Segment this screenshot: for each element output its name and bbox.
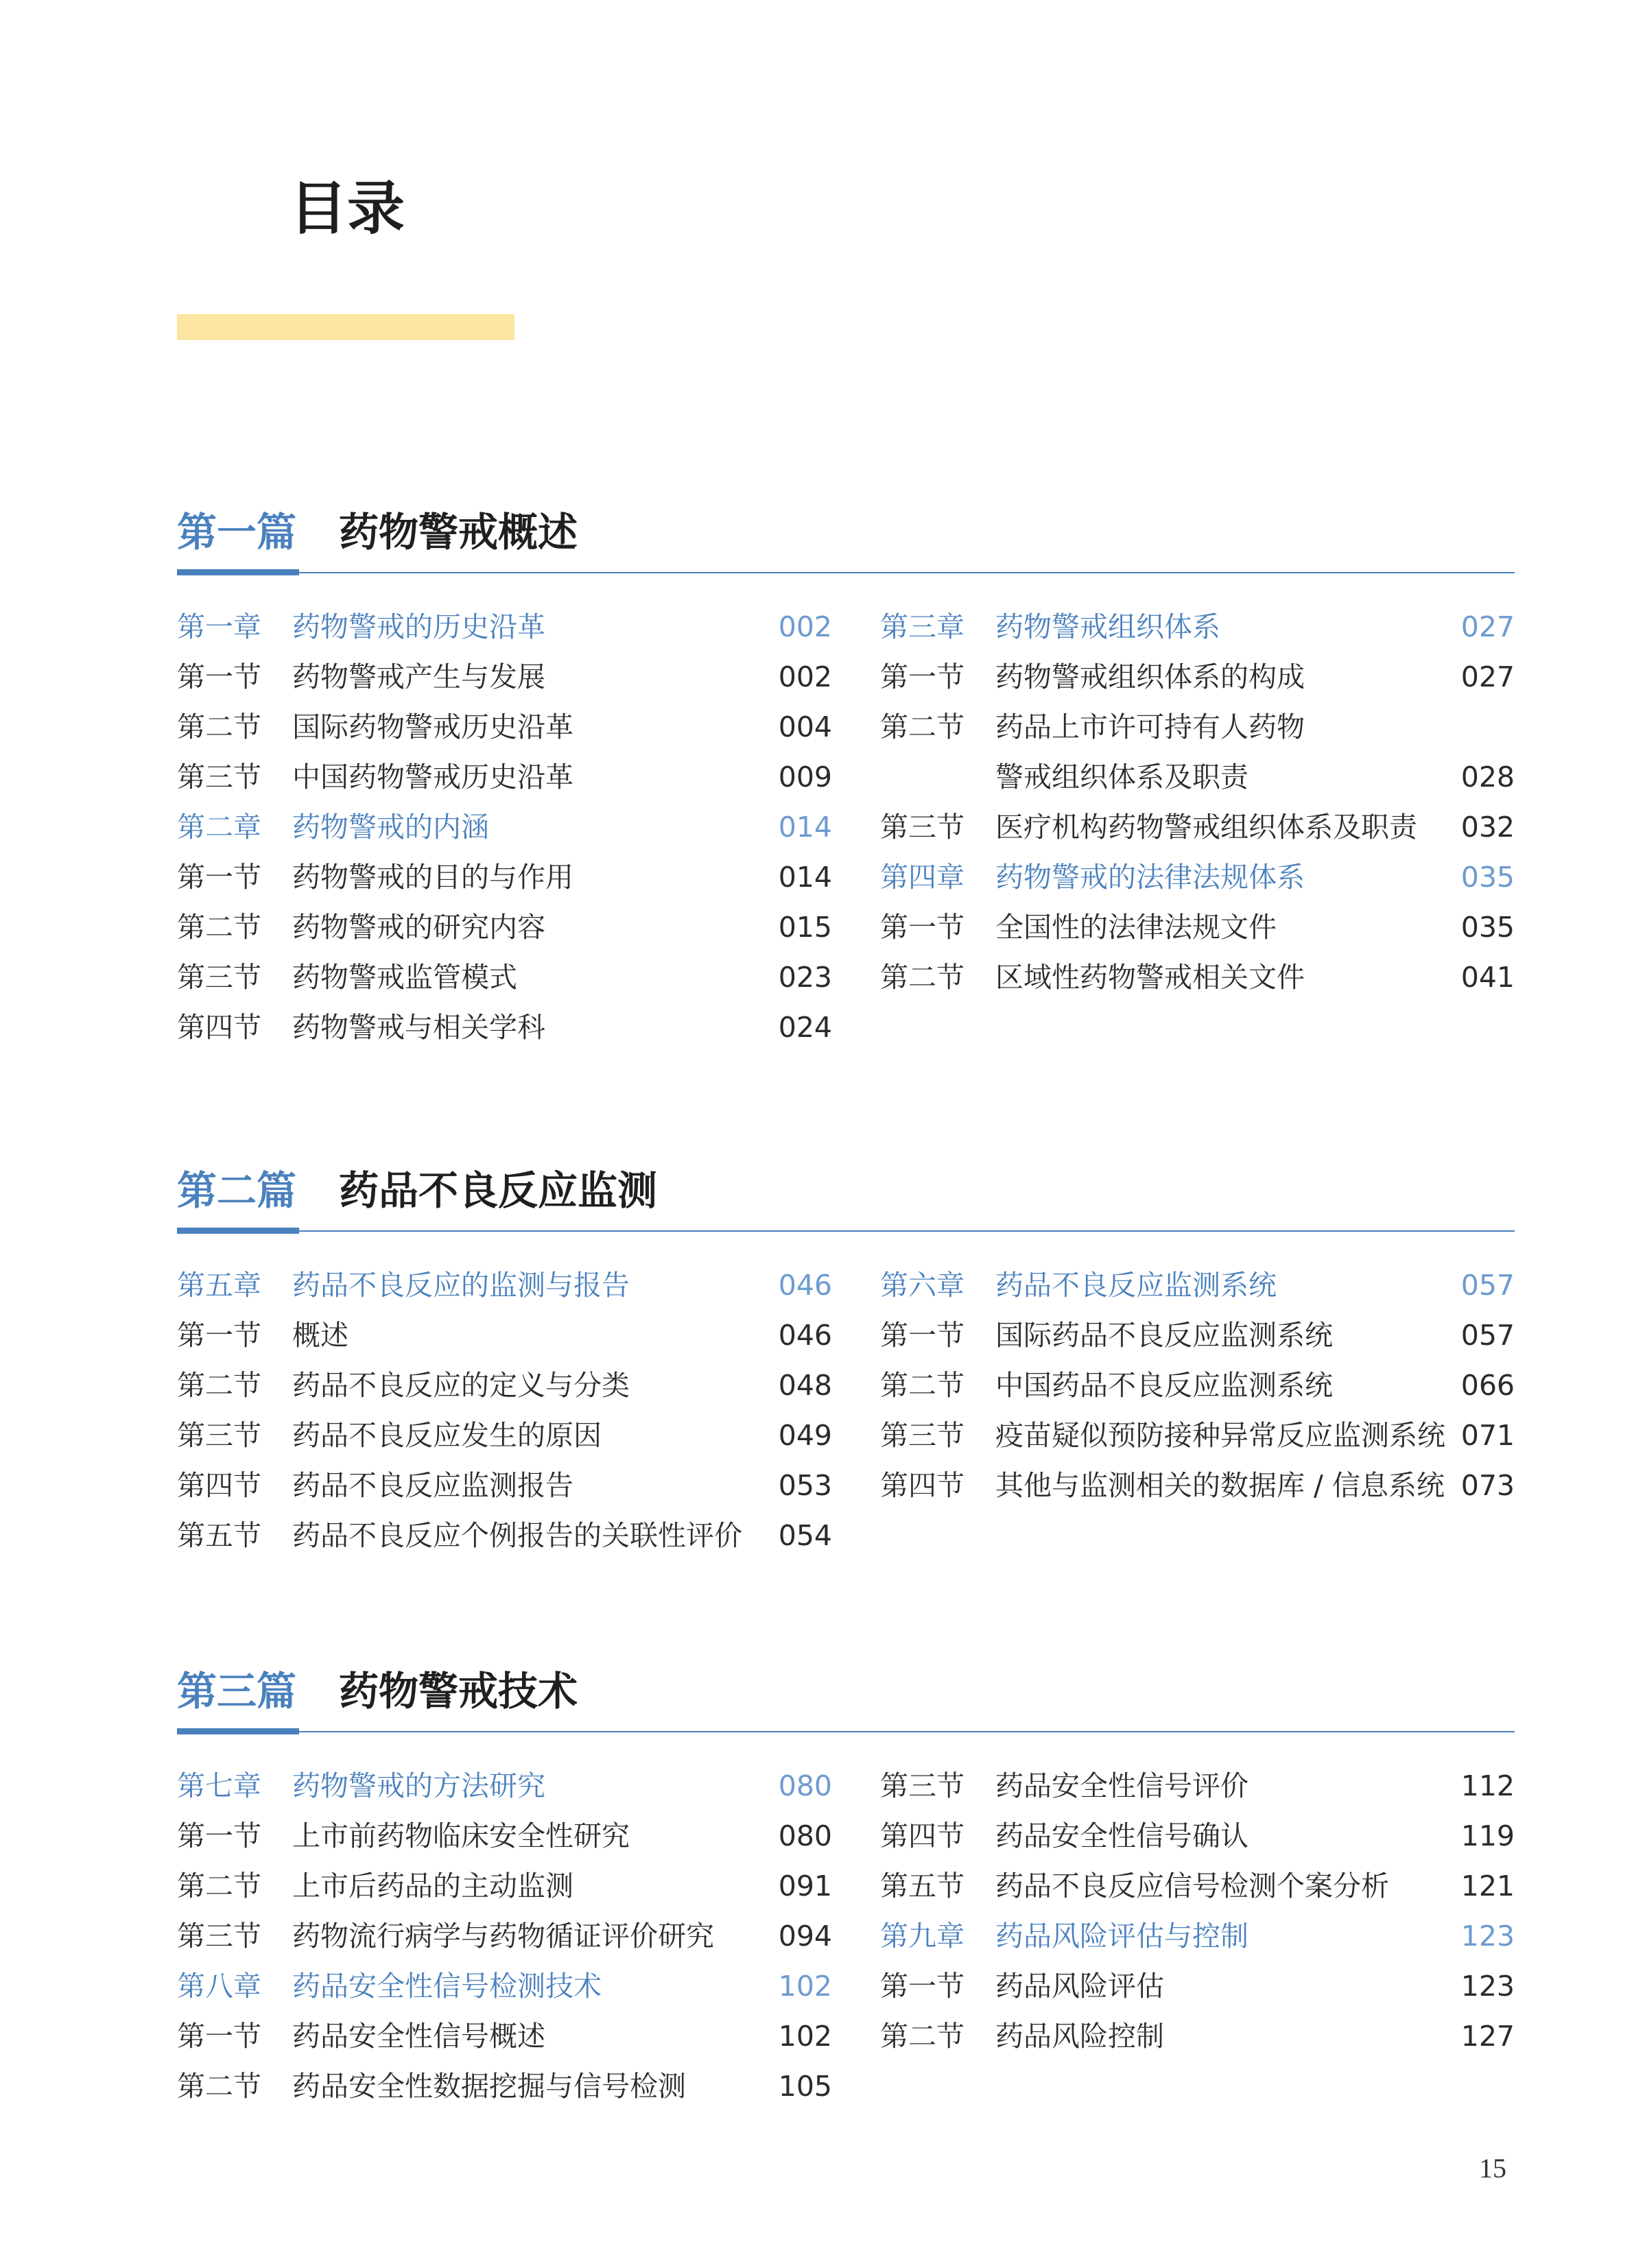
part-divider xyxy=(177,1731,1515,1732)
entry-page: 102 xyxy=(778,1970,832,2003)
entry-title: 药物警戒的方法研究 xyxy=(292,1769,545,1802)
toc-section-entry[interactable] xyxy=(880,1461,1515,1511)
toc-section-entry[interactable] xyxy=(880,752,1515,802)
part-divider-accent xyxy=(177,1228,299,1234)
entry-page: 004 xyxy=(778,711,832,743)
toc-section-entry[interactable] xyxy=(880,2012,1515,2062)
toc-section-entry[interactable] xyxy=(880,903,1515,953)
part-heading xyxy=(177,1166,1515,1239)
entry-title: 药物警戒的研究内容 xyxy=(292,911,545,944)
toc-section-entry[interactable] xyxy=(880,1411,1515,1461)
entry-title: 药品安全性数据挖掘与信号检测 xyxy=(292,2070,686,2103)
toc-section-entry[interactable] xyxy=(880,802,1515,852)
entry-page: 066 xyxy=(1460,1369,1515,1402)
entry-page: 105 xyxy=(778,2070,832,2103)
entry-page: 071 xyxy=(1460,1419,1515,1452)
entry-title: 药品风险控制 xyxy=(995,2020,1164,2053)
entry-label: 第九章 xyxy=(880,1920,964,1953)
toc-section-entry[interactable] xyxy=(177,903,832,953)
toc-column-left xyxy=(177,602,832,1053)
part-section xyxy=(177,1166,1515,1552)
toc-chapter-entry[interactable] xyxy=(177,1261,832,1311)
part-heading xyxy=(177,1667,1515,1739)
entry-label: 第二节 xyxy=(177,711,261,743)
toc-section-entry[interactable] xyxy=(177,2062,832,2112)
entry-title: 药品不良反应的定义与分类 xyxy=(292,1369,630,1402)
entry-page: 014 xyxy=(778,811,832,844)
entry-page: 057 xyxy=(1460,1269,1515,1302)
entry-title: 国际药品不良反应监测系统 xyxy=(995,1319,1333,1352)
entry-page: 015 xyxy=(778,911,832,944)
entry-title: 药品不良反应监测报告 xyxy=(292,1469,573,1502)
entry-page: 119 xyxy=(1460,1819,1515,1852)
entry-page: 080 xyxy=(778,1819,832,1852)
entry-title: 概述 xyxy=(292,1319,348,1352)
entry-page: 046 xyxy=(778,1319,832,1352)
toc-column-right xyxy=(880,1761,1515,2062)
entry-title: 药品安全性信号检测技术 xyxy=(292,1970,602,2003)
entry-page: 023 xyxy=(778,961,832,994)
entry-page: 032 xyxy=(1460,811,1515,844)
toc-column-right xyxy=(880,602,1515,1003)
entry-title: 药品安全性信号概述 xyxy=(292,2020,545,2053)
entry-page: 094 xyxy=(778,1920,832,1953)
entry-title: 药品不良反应信号检测个案分析 xyxy=(995,1870,1389,1902)
toc-section-entry[interactable] xyxy=(177,1911,832,1961)
entry-title: 疫苗疑似预防接种异常反应监测系统 xyxy=(995,1419,1445,1452)
entry-label: 第六章 xyxy=(880,1269,964,1302)
entry-title: 药品安全性信号确认 xyxy=(995,1819,1248,1852)
part-divider-accent xyxy=(177,569,299,575)
part-section xyxy=(177,508,1515,1044)
entry-title: 上市前药物临床安全性研究 xyxy=(292,1819,630,1852)
toc-section-entry[interactable] xyxy=(880,1311,1515,1361)
toc-chapter-entry[interactable] xyxy=(177,602,832,652)
toc-column-left xyxy=(177,1761,832,2112)
title-underline-bar xyxy=(177,314,514,340)
entry-title: 药物警戒的历史沿革 xyxy=(292,610,545,643)
entry-label: 第五节 xyxy=(880,1870,964,1902)
entry-title: 上市后药品的主动监测 xyxy=(292,1870,573,1902)
entry-label: 第一节 xyxy=(177,660,261,693)
part-divider xyxy=(177,572,1515,573)
entry-page: 041 xyxy=(1460,961,1515,994)
entry-page: 014 xyxy=(778,861,832,894)
entry-label: 第四节 xyxy=(880,1469,964,1502)
entry-label: 第五节 xyxy=(177,1519,261,1552)
entry-page: 035 xyxy=(1460,861,1515,894)
toc-section-entry[interactable] xyxy=(880,652,1515,702)
toc-chapter-entry[interactable] xyxy=(177,1761,832,1811)
entry-title: 药物警戒的法律法规体系 xyxy=(995,861,1305,894)
entry-title: 药品不良反应的监测与报告 xyxy=(292,1269,630,1302)
toc-section-entry[interactable] xyxy=(177,1511,832,1561)
entry-page: 046 xyxy=(778,1269,832,1302)
part-number: 第二篇 xyxy=(177,1167,297,1214)
entry-title: 药品风险评估 xyxy=(995,1970,1164,2003)
entry-page: 027 xyxy=(1460,610,1515,643)
entry-title: 药物警戒组织体系的构成 xyxy=(995,660,1305,693)
toc-chapter-entry[interactable] xyxy=(880,1911,1515,1961)
entry-title: 全国性的法律法规文件 xyxy=(995,911,1277,944)
toc-section-entry[interactable] xyxy=(177,702,832,752)
entry-page: 057 xyxy=(1460,1319,1515,1352)
entry-title: 警戒组织体系及职责 xyxy=(995,761,1248,793)
entry-title: 药物警戒的内涵 xyxy=(292,811,489,844)
part-title: 药物警戒技术 xyxy=(339,1668,578,1715)
toc-chapter-entry[interactable] xyxy=(880,852,1515,903)
entry-label: 第一节 xyxy=(880,660,964,693)
toc-section-entry[interactable] xyxy=(177,1811,832,1861)
entry-page: 028 xyxy=(1460,761,1515,793)
entry-title: 药品不良反应发生的原因 xyxy=(292,1419,602,1452)
entry-title: 药品不良反应个例报告的关联性评价 xyxy=(292,1519,742,1552)
toc-section-entry[interactable] xyxy=(177,1361,832,1411)
entry-label: 第三章 xyxy=(880,610,964,643)
toc-section-entry[interactable] xyxy=(177,1003,832,1053)
entry-label: 第一章 xyxy=(177,610,261,643)
toc-section-entry[interactable] xyxy=(177,1411,832,1461)
entry-label: 第一节 xyxy=(177,1819,261,1852)
part-title: 药品不良反应监测 xyxy=(339,1167,658,1214)
entry-page: 009 xyxy=(778,761,832,793)
entry-title: 药品上市许可持有人药物 xyxy=(995,711,1305,743)
toc-section-entry[interactable] xyxy=(880,1761,1515,1811)
toc-chapter-entry[interactable] xyxy=(177,1961,832,2012)
part-number: 第三篇 xyxy=(177,1668,297,1715)
entry-label: 第二节 xyxy=(177,2070,261,2103)
entry-label: 第一节 xyxy=(880,1319,964,1352)
entry-label: 第七章 xyxy=(177,1769,261,1802)
entry-label: 第三节 xyxy=(177,761,261,793)
toc-section-entry[interactable] xyxy=(177,1861,832,1911)
toc-column-left xyxy=(177,1261,832,1561)
entry-page: 048 xyxy=(778,1369,832,1402)
part-section xyxy=(177,1667,1515,2103)
entry-label: 第三节 xyxy=(177,1419,261,1452)
toc-section-entry[interactable] xyxy=(177,1311,832,1361)
entry-page: 027 xyxy=(1460,660,1515,693)
entry-label: 第一节 xyxy=(177,861,261,894)
page-title: 目录 xyxy=(289,175,405,242)
toc-section-entry[interactable] xyxy=(177,752,832,802)
entry-page: 053 xyxy=(778,1469,832,1502)
entry-page: 035 xyxy=(1460,911,1515,944)
entry-label: 第一节 xyxy=(880,911,964,944)
entry-label: 第二节 xyxy=(177,1870,261,1902)
entry-title: 中国药品不良反应监测系统 xyxy=(995,1369,1333,1402)
entry-label: 第一节 xyxy=(177,1319,261,1352)
entry-title: 医疗机构药物警戒组织体系及职责 xyxy=(995,811,1417,844)
entry-label: 第三节 xyxy=(177,961,261,994)
toc-chapter-entry[interactable] xyxy=(880,1261,1515,1311)
entry-title: 药物警戒组织体系 xyxy=(995,610,1220,643)
entry-label: 第三节 xyxy=(177,1920,261,1953)
toc-section-entry[interactable] xyxy=(880,1961,1515,2012)
entry-page: 123 xyxy=(1460,1920,1515,1953)
entry-label: 第二节 xyxy=(177,911,261,944)
entry-title: 区域性药物警戒相关文件 xyxy=(995,961,1305,994)
entry-title: 国际药物警戒历史沿革 xyxy=(292,711,573,743)
entry-title: 药物警戒与相关学科 xyxy=(292,1011,545,1044)
entry-label: 第一节 xyxy=(177,2020,261,2053)
entry-page: 127 xyxy=(1460,2020,1515,2053)
entry-label: 第四章 xyxy=(880,861,964,894)
toc-section-entry[interactable] xyxy=(177,852,832,903)
entry-label: 第二节 xyxy=(880,2020,964,2053)
entry-label: 第八章 xyxy=(177,1970,261,2003)
entry-label: 第二节 xyxy=(880,961,964,994)
entry-page: 002 xyxy=(778,660,832,693)
toc-section-entry[interactable] xyxy=(880,953,1515,1003)
entry-page: 121 xyxy=(1460,1870,1515,1902)
entry-title: 其他与监测相关的数据库 / 信息系统 xyxy=(995,1469,1445,1502)
part-title: 药物警戒概述 xyxy=(339,509,578,556)
entry-title: 药物流行病学与药物循证评价研究 xyxy=(292,1920,714,1953)
page-number: 15 xyxy=(1479,2153,1506,2184)
entry-page: 054 xyxy=(778,1519,832,1552)
toc-chapter-entry[interactable] xyxy=(880,602,1515,652)
toc-section-entry[interactable] xyxy=(880,1861,1515,1911)
toc-section-entry[interactable] xyxy=(880,702,1515,752)
entry-title: 药物警戒监管模式 xyxy=(292,961,517,994)
entry-page: 049 xyxy=(778,1419,832,1452)
toc-section-entry[interactable] xyxy=(177,652,832,702)
part-divider-accent xyxy=(177,1728,299,1734)
entry-page: 024 xyxy=(778,1011,832,1044)
entry-label: 第五章 xyxy=(177,1269,261,1302)
entry-label: 第三节 xyxy=(880,1419,964,1452)
entry-label: 第一节 xyxy=(880,1970,964,2003)
entry-title: 药品风险评估与控制 xyxy=(995,1920,1248,1953)
entry-page: 080 xyxy=(778,1769,832,1802)
part-number: 第一篇 xyxy=(177,509,297,556)
entry-label: 第四节 xyxy=(880,1819,964,1852)
entry-page: 091 xyxy=(778,1870,832,1902)
entry-page: 102 xyxy=(778,2020,832,2053)
toc-section-entry[interactable] xyxy=(177,2012,832,2062)
entry-label: 第二节 xyxy=(177,1369,261,1402)
entry-page: 112 xyxy=(1460,1769,1515,1802)
entry-title: 药品不良反应监测系统 xyxy=(995,1269,1277,1302)
entry-page: 123 xyxy=(1460,1970,1515,2003)
entry-label: 第二章 xyxy=(177,811,261,844)
entry-title: 药物警戒的目的与作用 xyxy=(292,861,573,894)
toc-section-entry[interactable] xyxy=(880,1361,1515,1411)
entry-label: 第三节 xyxy=(880,811,964,844)
part-heading xyxy=(177,508,1515,580)
entry-label: 第四节 xyxy=(177,1469,261,1502)
part-divider xyxy=(177,1230,1515,1232)
entry-page: 002 xyxy=(778,610,832,643)
toc-section-entry[interactable] xyxy=(177,1461,832,1511)
entry-label: 第二节 xyxy=(880,711,964,743)
entry-page: 073 xyxy=(1460,1469,1515,1502)
toc-chapter-entry[interactable] xyxy=(177,802,832,852)
entry-title: 药品安全性信号评价 xyxy=(995,1769,1248,1802)
entry-title: 药物警戒产生与发展 xyxy=(292,660,545,693)
entry-title: 中国药物警戒历史沿革 xyxy=(292,761,573,793)
entry-label: 第四节 xyxy=(177,1011,261,1044)
entry-label: 第二节 xyxy=(880,1369,964,1402)
toc-column-right xyxy=(880,1261,1515,1511)
toc-section-entry[interactable] xyxy=(177,953,832,1003)
entry-label: 第三节 xyxy=(880,1769,964,1802)
toc-section-entry[interactable] xyxy=(880,1811,1515,1861)
